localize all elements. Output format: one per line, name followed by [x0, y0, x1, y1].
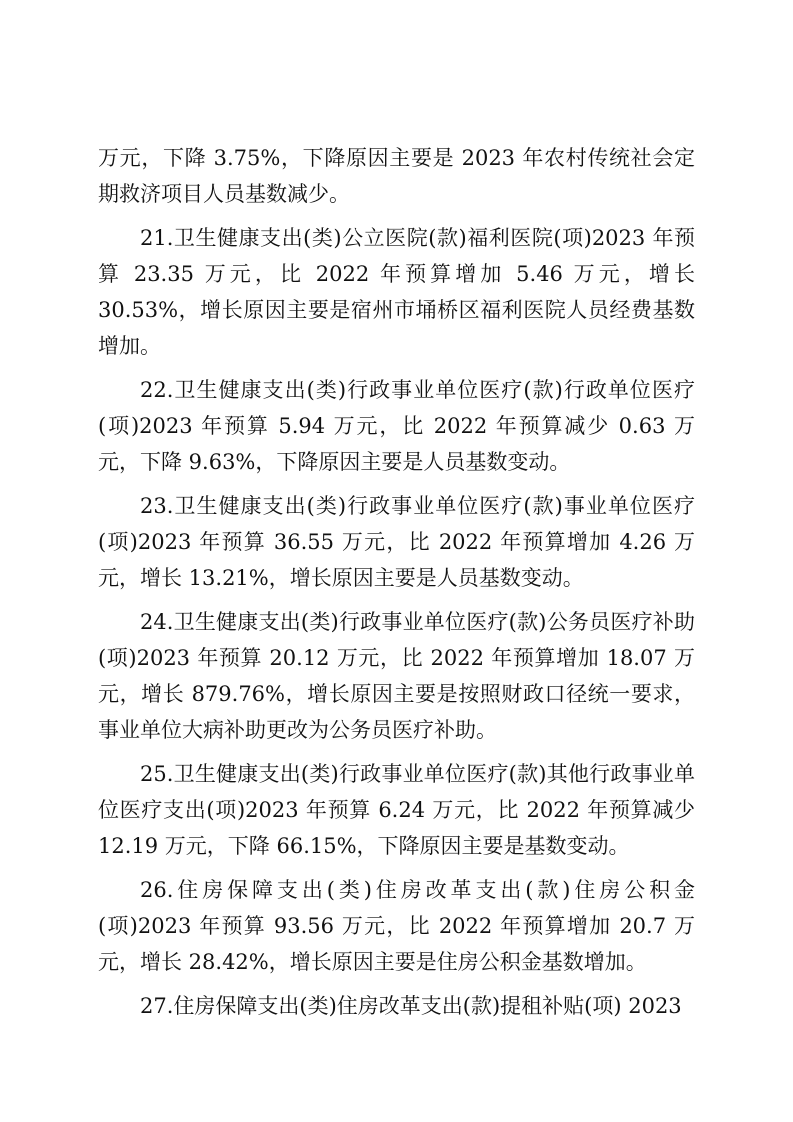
- paragraph-continuation: 万元，下降 3.75%，下降原因主要是 2023 年农村传统社会定期救济项目人员基数减少。: [98, 146, 695, 206]
- paragraph-item-26: 26.住房保障支出(类)住房改革支出(款)住房公积金(项)2023 年预算 93.56 万元，比 2022 年预算增加 20.7 万元，增长 28.42%，增长原因主要是住房公积金基数增加。: [98, 878, 695, 974]
- paragraph-item-24: 24.卫生健康支出(类)行政事业单位医疗(款)公务员医疗补助(项)2023 年预算 20.12 万元，比 2022 年预算增加 18.07 万元，增长 879.76%，增长原因主要是按照财政口径统一要求，事业单位大病补助更改为公务员医疗补助。: [98, 610, 695, 742]
- document-body: [98, 140, 695, 1032]
- paragraph-item-25: 25.卫生健康支出(类)行政事业单位医疗(款)其他行政事业单位医疗支出(项)2023 年预算 6.24 万元，比 2022 年预算减少 12.19 万元，下降 66.15%，下降原因主要是基数变动。: [98, 762, 695, 858]
- paragraph-item-22: 22.卫生健康支出(类)行政事业单位医疗(款)行政单位医疗(项)2023 年预算 5.94 万元，比 2022 年预算减少 0.63 万元，下降 9.63%，下降原因主要是人员基数变动。: [98, 378, 695, 474]
- paragraph-item-23: 23.卫生健康支出(类)行政事业单位医疗(款)事业单位医疗(项)2023 年预算 36.55 万元，比 2022 年预算增加 4.26 万元，增长 13.21%，增长原因主要是人员基数变动。: [98, 494, 695, 590]
- paragraph-item-27: 27.住房保障支出(类)住房改革支出(款)提租补贴(项) 2023: [140, 994, 682, 1018]
- paragraph-item-21: 21.卫生健康支出(类)公立医院(款)福利医院(项)2023 年预算 23.35 万元，比 2022 年预算增加 5.46 万元，增长 30.53%，增长原因主要是宿州市埇桥区福利医院人员经费基数增加。: [98, 226, 695, 358]
